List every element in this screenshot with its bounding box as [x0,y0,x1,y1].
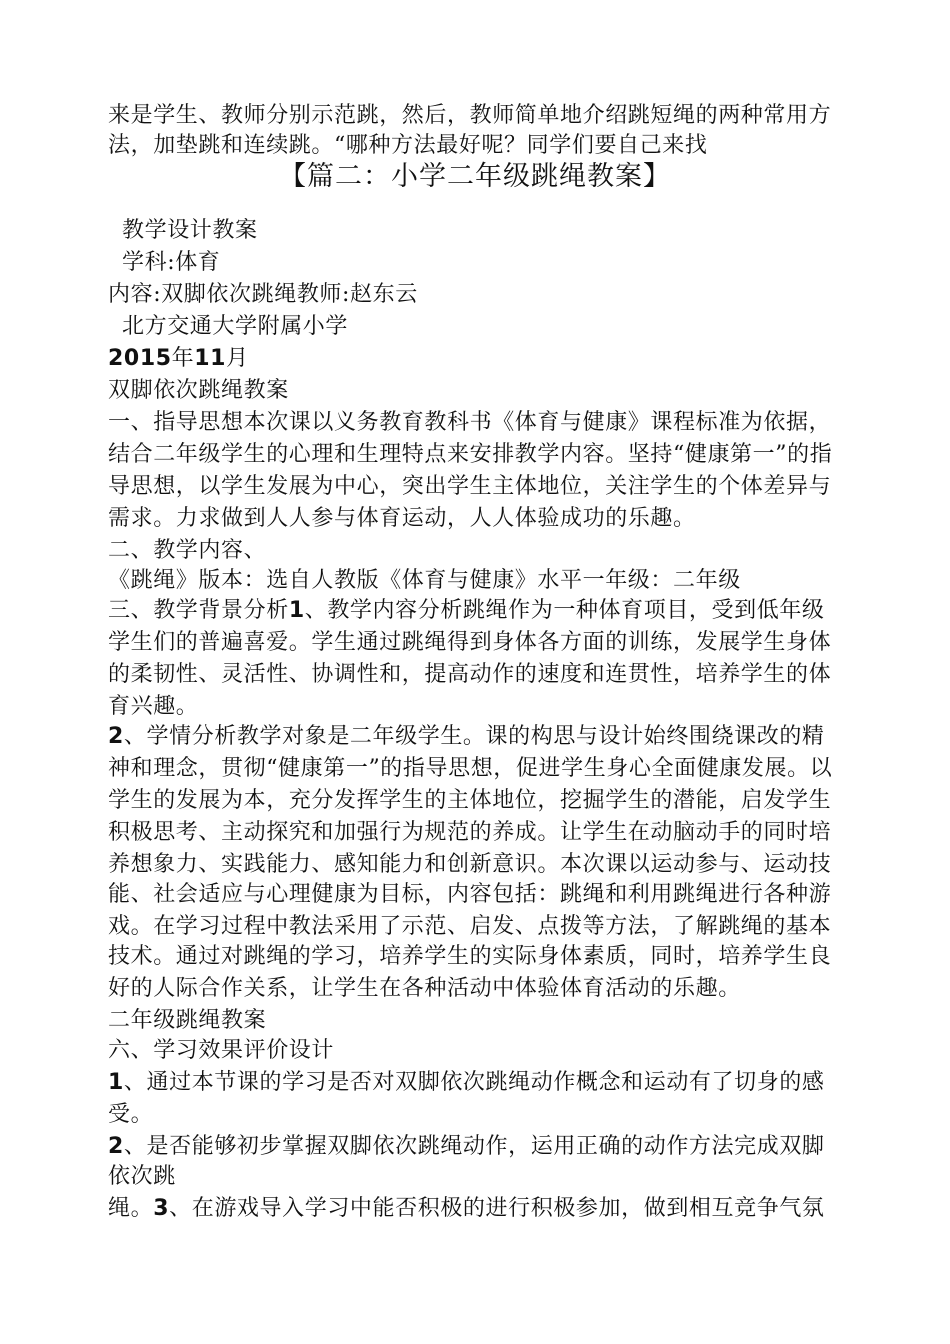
text-line: 导思想，以学生发展为中心，突出学生主体地位，关注学生的个体差异与 [108,474,832,499]
date-year: 2015 [108,346,172,371]
text-segment: 、在游戏导入学习中能否积极的进行积极参加，做到相互竞争气氛 [169,1196,825,1221]
text-line: 育兴趣。 [108,694,199,719]
item-number: 2 [108,1134,124,1159]
text-segment: 、学情分析教学对象是二年级学生。课的构思与设计始终围绕课改的精 [123,724,825,749]
text-line: 能、社会适应与心理健康为目标，内容包括：跳绳和利用跳绳进行各种游 [108,882,832,907]
text-line: 二年级跳绳教案 [108,1008,267,1033]
text-segment: 、教学内容分析跳绳作为一种体育项目，受到低年级 [304,598,825,623]
text-line: 《跳绳》版本：选自人教版《体育与健康》水平一年级：二年级 [108,568,741,593]
text-line: 法，加垫跳和连续跳。“哪种方法最好呢？同学们要自己来找 [108,133,708,158]
text-line: 学生们的普遍喜爱。学生通过跳绳得到身体各方面的训练，发展学生身体 [108,630,832,655]
text-line: 学科:体育 [122,250,221,275]
text-line: 受。 [108,1102,154,1127]
text-line: 技术。通过对跳绳的学习，培养学生的实际身体素质，同时，培养学生良 [108,944,832,969]
text-line: 双脚依次跳绳教案 [108,378,289,403]
text-line: 依次跳 [108,1164,176,1189]
text-line: 二、教学内容、 [108,538,267,563]
section-title: 【篇二：小学二年级跳绳教案】 [279,161,671,192]
text-line: 六、学习效果评价设计 [108,1038,335,1063]
text-segment: 绳。 [108,1196,154,1221]
text-line: 积极思考、主动探究和加强行为规范的养成。让学生在动脑动手的同时培 [108,820,832,845]
text-line: 的柔韧性、灵活性、协调性和，提高动作的速度和连贯性，培养学生的体 [108,662,832,687]
text-line: 需求。力求做到人人参与体育运动，人人体验成功的乐趣。 [108,506,696,531]
item-number: 3 [153,1196,170,1221]
date-line [108,344,858,374]
text-line [108,722,858,752]
date-month-unit: 月 [226,346,249,371]
text-line: 北方交通大学附属小学 [122,314,349,339]
text-line: 来是学生、教师分别示范跳，然后，教师简单地介绍跳短绳的两种常用方 [108,103,832,128]
text-segment: 、是否能够初步掌握双脚依次跳绳动作，运用正确的动作方法完成双脚 [123,1134,825,1159]
text-line [108,596,858,626]
text-line: 结合二年级学生的心理和生理特点来安排教学内容。坚持“健康第一”的指 [108,442,833,467]
text-line: 神和理念，贯彻“健康第一”的指导思想，促进学生身心全面健康发展。以 [108,756,833,781]
text-line [108,1068,858,1098]
text-line: 一、指导思想本次课以义务教育教科书《体育与健康》课程标准为依据， [108,410,832,435]
text-line [108,1132,858,1162]
text-segment: 三、教学背景分析 [108,598,289,623]
text-line: 内容:双脚依次跳绳教师:赵东云 [108,282,418,307]
text-segment: 、通过本节课的学习是否对双脚依次跳绳动作概念和运动有了切身的感 [123,1070,825,1095]
text-line: 教学设计教案 [122,218,258,243]
text-line: 养想象力、实践能力、感知能力和创新意识。本次课以运动参与、运动技 [108,852,832,877]
item-number: 2 [108,724,124,749]
text-line: 好的人际合作关系，让学生在各种活动中体验体育活动的乐趣。 [108,976,741,1001]
item-number: 1 [288,598,305,623]
date-month: 11 [194,346,227,371]
text-line [108,1194,858,1224]
text-line: 学生的发展为本，充分发挥学生的主体地位，挖掘学生的潜能，启发学生 [108,788,832,813]
date-year-unit: 年 [171,346,195,371]
item-number: 1 [108,1070,124,1095]
text-line: 戏。在学习过程中教法采用了示范、启发、点拨等方法，了解跳绳的基本 [108,914,832,939]
